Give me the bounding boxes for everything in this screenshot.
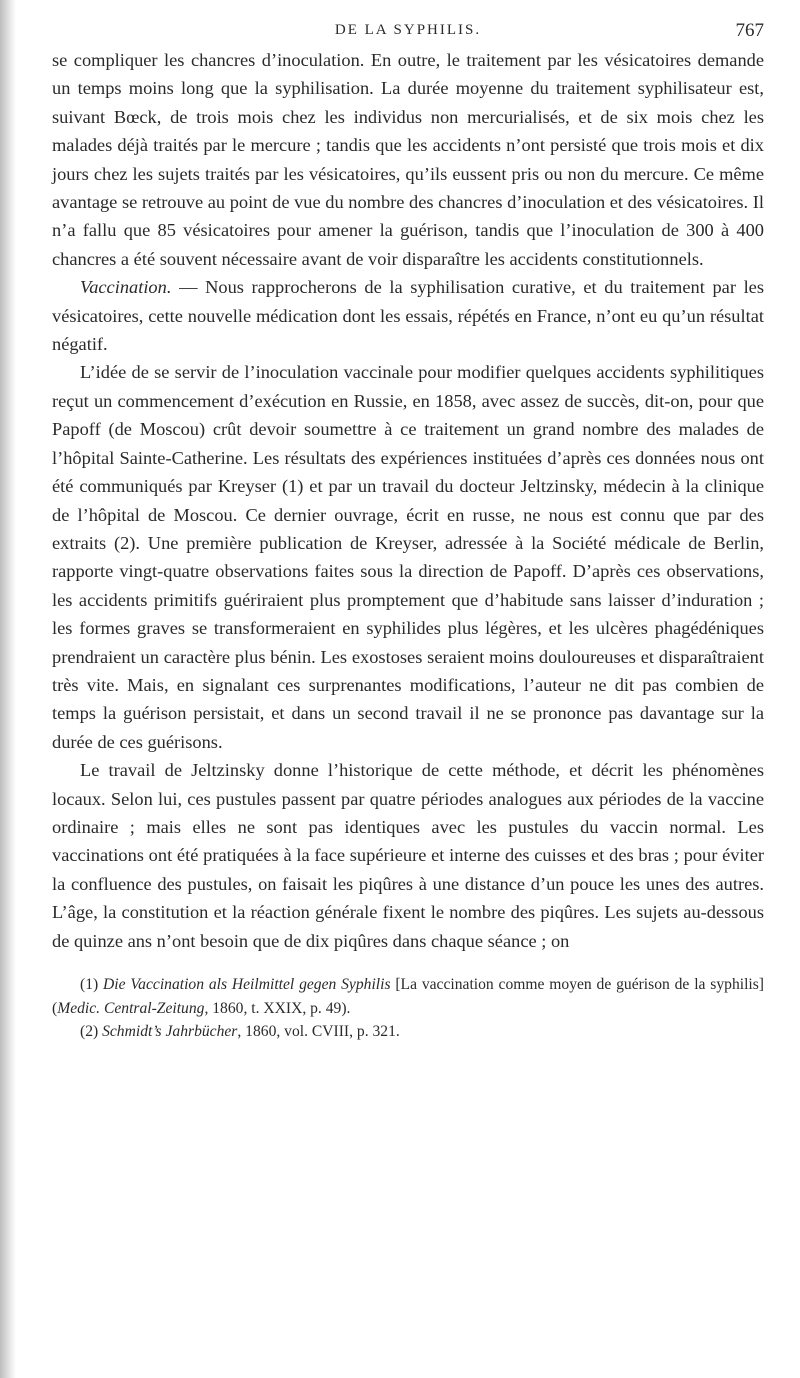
footnote-2: (2) Schmidt’s Jahrbücher, 1860, vol. CVIII, p. 321. [80,1023,400,1040]
page-number: 767 [735,20,764,41]
footnote-2-title: Schmidt’s Jahrbücher [102,1023,238,1040]
book-binding-shadow [0,0,16,1378]
paragraph-vaccination-text: — Nous rapprocherons de la syphilisation curative, et du traitement par les vésicatoires, cette nouvelle médication dont les essais, répétés en France, n’ont eu qu’un résultat négatif. [52,277,764,355]
footnote-1-journal: Medic. Central-Zeitung [57,999,205,1017]
footnote-1-title: Die Vaccination als Heilmittel gegen Syphilis [103,976,391,993]
footnotes [52,973,764,1044]
paragraph-1: se compliquer les chancres d’inoculation. En outre, le traitement par les vésicatoires demande un temps moins long que la syphilisation. La durée moyenne du traitement syphilisateur est, suivant Bœck, de trois mois chez les individus non mercurialisés, et de six mois chez les malades déjà traités par le mercure ; tandis que les accidents n’ont persisté que trois mois et dix jours chez les sujets traités par les vésicatoires, qu’ils eussent pris ou non du mercure. Ce même avantage se retrouve au point de vue du nombre des chancres d’inoculation et des vésicatoires. Il n’a fallu que 85 vésicatoires pour amener la guérison, tandis que l’inoculation de 300 à 400 chancres a été souvent nécessaire avant de voir disparaître les accidents constitutionnels. [52,50,764,269]
footnote-1: (1) Die Vaccination als Heilmittel gegen Syphilis [La vaccination comme moyen de guérison de la syphilis] (Medic. Central-Zeitung, 1860, t. XXIX, p. 49). [52,976,764,1017]
section-heading-vaccination: Vaccination. [80,277,172,298]
paragraph-3: L’idée de se servir de l’inoculation vaccinale pour modifier quelques accidents syphilitiques reçut un commencement d’exécution en Russie, en 1858, avec assez de succès, dit-on, pour que Papoff (de Moscou) crût devoir soumettre à ce traitement un grand nombre des malades de l’hôpital Sainte-Catherine. Les résultats des expériences instituées d’après ces données nous ont été communiqués par Kreyser (1) et par un travail du docteur Jeltzinsky, médecin à la clinique de l’hôpital de Moscou. Ce dernier ouvrage, écrit en russe, ne nous est connu que par des extraits (2). Une première publication de Kreyser, adressée à la Société médicale de Berlin, rapporte vingt-quatre observations faites sous la direction de Papoff. D’après ces observations, les accidents primitifs guériraient plus promptement que d’habitude sans laisser d’induration ; les formes graves se transformeraient en syphilides plus légères, et les ulcères phagédéniques prendraient un caractère plus bénin. Les exostoses seraient moins douloureuses et disparaîtraient très vite. Mais, en signalant ces surprenantes modifications, l’auteur ne dit pas combien de temps la guérison persistait, et dans un second travail il ne se prononce pas davantage sur la durée de ces guérisons. [52,362,764,752]
book-page [52,18,764,1044]
paragraph-4: Le travail de Jeltzinsky donne l’historique de cette méthode, et décrit les phénomènes locaux. Selon lui, ces pustules passent par quatre périodes analogues aux périodes de la vaccine ordinaire ; mais elles ne sont pas identiques avec les pustules du vaccin normal. Les vaccinations ont été pratiquées à la face supérieure et interne des cuisses et des bras ; pour éviter la confluence des pustules, on faisait les piqûres à une distance d’un pouce les unes des autres. L’âge, la constitution et la réaction générale fixent le nombre des piqûres. Les sujets au-dessous de quinze ans n’ont besoin que de dix piqûres dans chaque séance ; on [52,760,764,951]
running-title: DE LA SYPHILIS. [334,22,482,38]
page-header [52,18,764,46]
paragraph-vaccination [52,273,764,358]
body-text [52,46,764,955]
